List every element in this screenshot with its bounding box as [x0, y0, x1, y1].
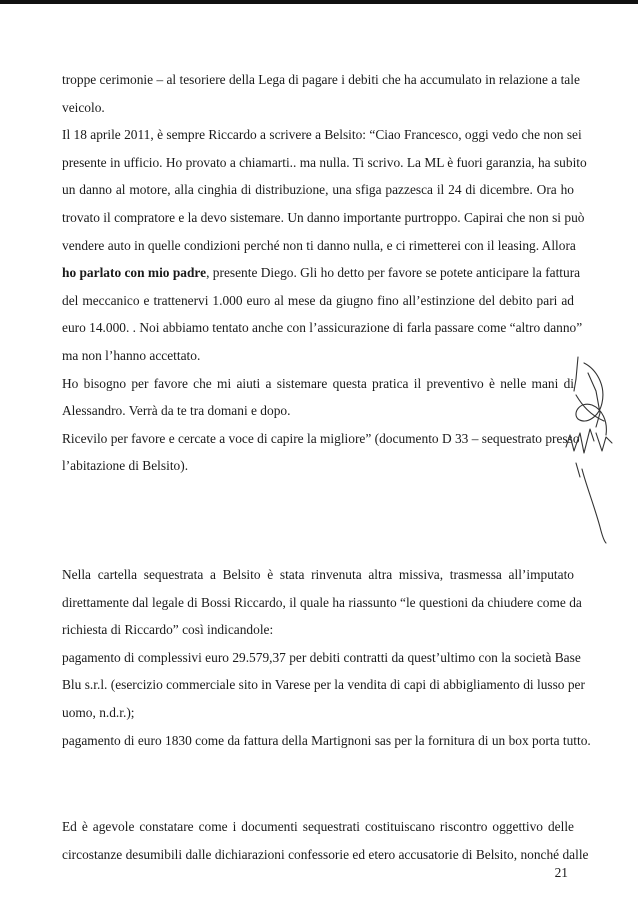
text-line: [62, 671, 585, 699]
text-line: [62, 616, 574, 644]
page-number: 21: [554, 865, 568, 880]
line-text: Alessandro. Verrà da te tra domani e dopo.: [62, 403, 291, 419]
line-text: Nella cartella sequestrata a Belsito è stata rinvenuta altra missiva, trasmessa all’imputato: [62, 567, 574, 582]
text-line: [62, 232, 574, 260]
text-line: [62, 813, 574, 841]
bold-phrase: ho parlato con mio padre: [62, 265, 207, 281]
text-line: [62, 397, 574, 425]
text-line: [62, 699, 574, 727]
text-line: [62, 287, 574, 315]
text-line: [62, 727, 591, 755]
line-text: Ed è agevole constatare come i documenti sequestrati costituiscano riscontro oggettivo delle: [62, 819, 574, 834]
text-line: [62, 259, 581, 287]
line-text: Ricevilo per favore e cercate a voce di capire la migliore” (documento D 33 – sequestrato presso: [62, 430, 580, 446]
line-text: Il 18 aprile 2011, è sempre Riccardo a scrivere a Belsito: “Ciao Francesco, oggi vedo che non sei: [62, 127, 582, 143]
line-text: vendere auto in quelle condizioni perché non ti danno nulla, e ci rimetterei con il leasing. Allora: [62, 237, 576, 253]
text-line: [62, 561, 574, 589]
line-text: uomo, n.d.r.);: [62, 704, 135, 720]
line-text: Ho bisogno per favore che mi aiuti a sistemare questa pratica il preventivo è nelle mani di: [62, 375, 574, 391]
text-line: [62, 370, 574, 398]
text-line: [62, 66, 580, 94]
line-text: euro 14.000. . Noi abbiamo tentato anche con l’assicurazione di farla passare come “altro danno”: [62, 320, 583, 336]
paragraph-block-3: [62, 813, 589, 868]
text-line: [62, 342, 574, 370]
paragraph-block-2: [62, 561, 591, 754]
line-text: del meccanico e trattenervi 1.000 euro al mese da giugno fino all’estinzione del debito pari ad: [62, 292, 574, 308]
line-text: circostanze desumibili dalle dichiarazioni confessorie ed etero accusatorie di Belsito, nonché dalle: [62, 846, 589, 862]
text-line: [62, 94, 574, 122]
line-text: ma non l’hanno accettato.: [62, 347, 201, 363]
text-line: [62, 644, 581, 672]
line-text: pagamento di complessivi euro 29.579,37 per debiti contratti da quest’ultimo con la società Base: [62, 649, 581, 665]
line-text: pagamento di euro 1830 come da fattura della Martignoni sas per la fornitura di un box porta tutto.: [62, 732, 591, 748]
text-line: [62, 452, 574, 480]
top-border-rule: [0, 0, 638, 4]
line-text: richiesta di Riccardo” così indicandole:: [62, 622, 274, 638]
line-text: troppe cerimonie – al tesoriere della Lega di pagare i debiti che ha accumulato in relazione a tale: [62, 72, 580, 87]
text-line: [62, 176, 574, 204]
text-line: [62, 841, 589, 869]
text-line: [62, 425, 580, 453]
paragraph-block-1: [62, 66, 587, 480]
text-line: [62, 314, 583, 342]
line-text: , presente Diego. Gli ho detto per favore se potete anticipare la fattura: [206, 265, 581, 281]
line-text: trovato il compratore e la devo sistemare. Un danno importante purtroppo. Capirai che non si può: [62, 209, 585, 225]
text-line: [62, 204, 585, 232]
text-line: [62, 121, 582, 149]
line-text: presente in ufficio. Ho provato a chiamarti.. ma nulla. Ti scrivo. La ML è fuori garanzia, ha subito: [62, 154, 587, 170]
line-text: un danno al motore, alla cinghia di distribuzione, una sfiga pazzesca il 24 di dicembre. Ora ho: [62, 182, 574, 198]
text-line: [62, 589, 582, 617]
line-text: Blu s.r.l. (esercizio commerciale sito in Varese per la vendita di capi di abbigliamento di lusso per: [62, 677, 585, 693]
line-text: veicolo.: [62, 99, 105, 115]
text-line: [62, 149, 587, 177]
handwritten-signature: [556, 355, 616, 545]
line-text: l’abitazione di Belsito).: [62, 458, 189, 474]
line-text: direttamente dal legale di Bossi Riccardo, il quale ha riassunto “le questioni da chiudere come da: [62, 594, 582, 610]
